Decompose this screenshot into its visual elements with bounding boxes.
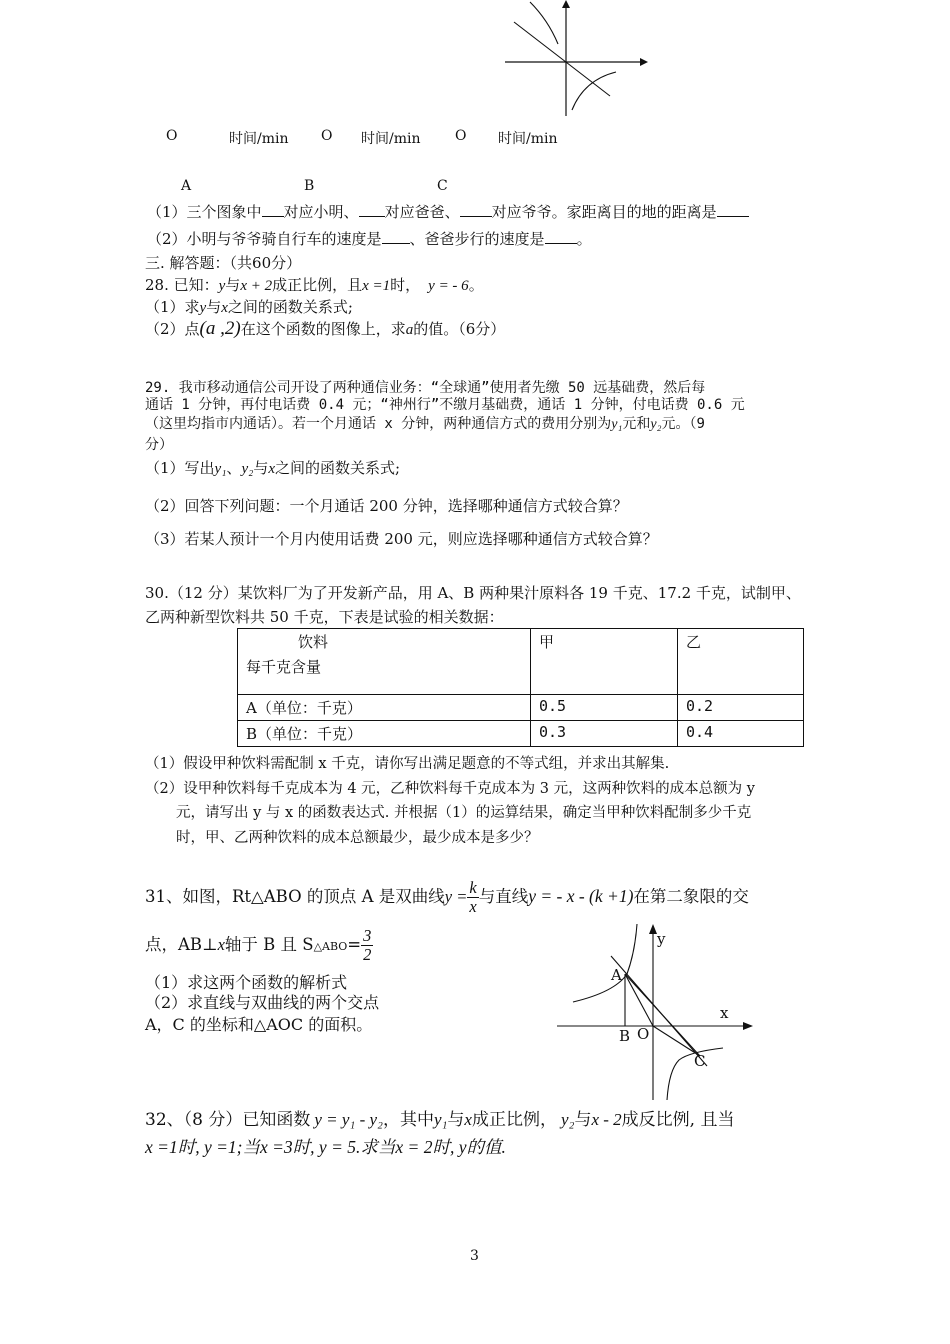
fig-label-o: O <box>637 1025 650 1043</box>
fraction-k-over-x: $\frac{k}{x}$ <box>469 878 477 916</box>
table-header-cell: 甲 <box>531 629 678 695</box>
table-cell: 0.3 <box>531 721 678 747</box>
table-row <box>238 695 804 721</box>
fig-label-c: C <box>694 1052 706 1070</box>
time-axis-label-a: 时间/min <box>229 131 289 147</box>
table-row <box>238 721 804 747</box>
table-cell: B（单位：千克） <box>238 721 531 747</box>
q30-line2: 乙两种新型饮料共 50 千克，下表是试验的相关数据： <box>145 608 504 626</box>
q31-part2: （2）求直线与双曲线的两个交点 <box>145 993 380 1012</box>
fig-label-y: y <box>657 930 666 948</box>
time-axis-label-b: 时间/min <box>361 131 421 147</box>
q30-part2-line2: 元，请写出 y 与 x 的函数表达式. 并根据（1）的运算结果，确定当甲种饮料配制多少千克 <box>176 805 752 821</box>
option-label-b: B <box>304 178 315 194</box>
table-header-cell: 饮料 每千克含量 <box>238 629 531 695</box>
time-axis-label-c: 时间/min <box>498 131 558 147</box>
time-axis-o-b: O <box>321 128 333 144</box>
q30-table <box>237 628 804 747</box>
q29-part3: （3）若某人预计一个月内使用话费 200 元，则应选择哪种通信方式较合算？ <box>145 530 658 548</box>
q28-stem: 28. 已知：y与x + 2成正比例，且x =1时， y = - 6。 <box>145 276 484 294</box>
q29-line3: （这里均指市内通话）。若一个月通话 x 分钟，两种通信方式的费用分别为y₁元和y₂元。（9 <box>145 416 705 432</box>
time-axis-o-a: O <box>166 128 178 144</box>
table-cell: 0.4 <box>678 721 804 747</box>
q30-line1: 30.（12 分）某饮料厂为了开发新产品，用 A、B 两种果汁原料各 19 千克、17.2 千克，试制甲、 <box>145 584 801 602</box>
option-label-c: C <box>437 178 448 194</box>
q29-line4: 分） <box>145 437 173 453</box>
q31-line2: 点，AB⊥x轴于 B 且 S△ABO= $\frac{3}{2}$ <box>145 926 372 964</box>
table-cell: A（单位：千克） <box>238 695 531 721</box>
page-number: 3 <box>470 1248 479 1264</box>
table-cell: 0.2 <box>678 695 804 721</box>
q29-line2: 通话 1 分钟，再付电话费 0.4 元；“神州行”不缴月基础费，通话 1 分钟，付电话费 0.6 元 <box>145 397 745 413</box>
q29-part2: （2）回答下列问题：一个月通话 200 分钟，选择哪种通信方式较合算？ <box>145 497 628 515</box>
fraction-three-halves: $\frac{3}{2}$ <box>363 926 372 964</box>
q30-part2-line3: 时，甲、乙两种饮料的成本总额最少，最少成本是多少？ <box>176 830 539 846</box>
fig-label-a: A <box>611 966 622 984</box>
time-axis-o-c: O <box>455 128 467 144</box>
q32-line1: 32、（8 分）已知函数 y = y₁ - y₂，其中y₁与x成正比例， y₂与x - 2成反比例, 且当 <box>145 1110 735 1130</box>
q31-part3: A，C 的坐标和△AOC 的面积。 <box>145 1015 373 1034</box>
table-cell: 0.5 <box>531 695 678 721</box>
fig-label-x: x <box>720 1004 729 1022</box>
q28-part2: （2）点(a ,2)在这个函数的图像上，求a的值。（6分） <box>145 318 506 339</box>
graph-c <box>500 0 650 120</box>
table-header-cell: 乙 <box>678 629 804 695</box>
q31-part1: （1）求这两个函数的解析式 <box>145 973 348 992</box>
table-row <box>238 629 804 695</box>
section-title: 三. 解答题：（共60分） <box>145 254 302 272</box>
fig-label-b: B <box>619 1027 631 1045</box>
q32-line2: x =1时, y =1;当x =3时, y = 5.求当x = 2时, y的值. <box>145 1137 506 1157</box>
option-label-a: A <box>181 178 192 194</box>
q27-line1: （1）三个图象中 对应小明、 对应爸爸、 对应爷爷。家距离目的地的距离是 <box>147 201 749 222</box>
q30-part1: （1）假设甲种饮料需配制 x 千克，请你写出满足题意的不等式组，并求出其解集. <box>145 756 670 772</box>
q28-part1: （1）求y与x之间的函数关系式; <box>145 298 353 316</box>
q31-line1: 31、如图，Rt△ABO 的顶点 A 是双曲线y = $\frac{k}{x}$ 与直线y = - x - (k +1)在第二象限的交 <box>145 878 749 916</box>
q29-line1: 29. 我市移动通信公司开设了两种通信业务：“全球通”使用者先缴 50 远基础费，然后每 <box>145 380 706 396</box>
q30-part2-line1: （2）设甲种饮料每千克成本为 4 元，乙种饮料每千克成本为 3 元，这两种饮料的成本总额为 y <box>145 781 755 797</box>
q27-line2: （2）小明与爷爷骑自行车的速度是 、爸爸步行的速度是 。 <box>147 230 592 248</box>
q29-part1: （1）写出y₁、y₂与x之间的函数关系式; <box>145 459 401 477</box>
